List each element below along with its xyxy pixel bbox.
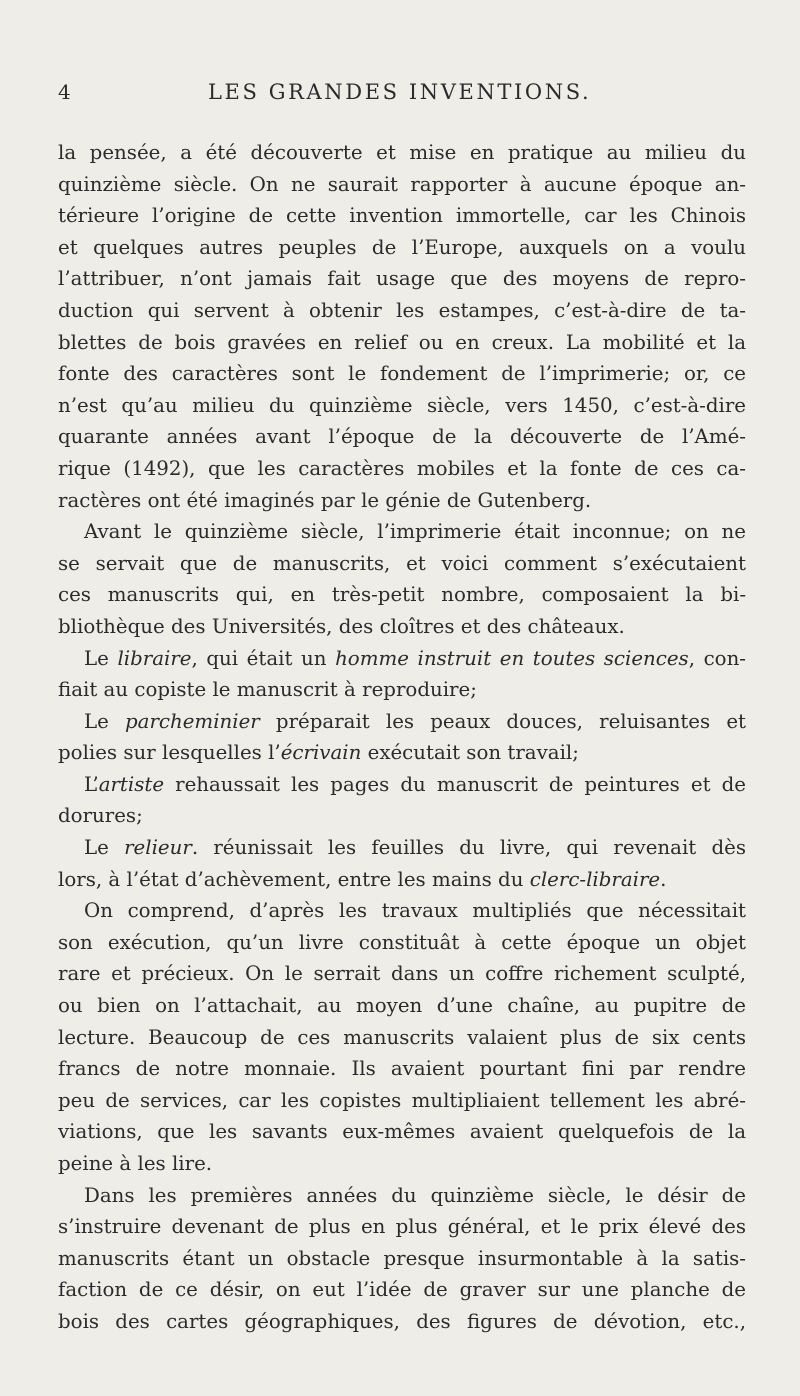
line-segment: se servait que de manuscrits, et voici comment s’exécutaient (58, 551, 746, 575)
line-segment: ou bien on l’attachait, au moyen d’une chaîne, au pupitre de (58, 994, 746, 1018)
text-line (58, 1306, 746, 1338)
line-segment: francs de notre monnaie. Ils avaient pourtant fini par rendre (58, 1057, 746, 1081)
text-line (58, 137, 746, 169)
text-line (58, 548, 746, 580)
line-segment: Dans les premières années du quinzième siècle, le désir de (84, 1183, 746, 1207)
line-segment: lecture. Beaucoup de ces manuscrits valaient plus de six cents (58, 1025, 746, 1049)
running-title: LES GRANDES INVENTIONS. (208, 80, 592, 104)
text-line (58, 1053, 746, 1085)
line-segment: préparait les peaux douces, reluisantes et (259, 709, 746, 733)
line-segment: . (660, 867, 667, 891)
line-segment: fonte des caractères sont le fondement de l’imprimerie; or, ce (58, 362, 746, 386)
text-line (58, 263, 746, 295)
text-line (58, 832, 746, 864)
line-segment: quinzième siècle. On ne saurait rapporter à aucune époque an- (58, 172, 746, 196)
line-segment: manuscrits étant un obstacle presque insurmontable à la satis- (58, 1246, 746, 1270)
text-line (58, 1180, 746, 1212)
text-line (58, 579, 746, 611)
text-line (58, 421, 746, 453)
line-segment: , con- (688, 646, 746, 670)
italic-term: artiste (98, 772, 165, 796)
text-line (58, 358, 746, 390)
text-line (58, 643, 746, 675)
text-line (58, 1148, 746, 1180)
text-line (58, 611, 746, 643)
line-segment: s’instruire devenant de plus en plus général, et le prix élevé des (58, 1215, 746, 1239)
text-line (58, 1116, 746, 1148)
line-segment: Le (84, 646, 118, 670)
line-segment: rehaussait les pages du manuscrit de peintures et de (164, 772, 746, 796)
body-text (58, 137, 746, 1338)
text-line (58, 516, 746, 548)
text-line (58, 927, 746, 959)
line-segment: la pensée, a été découverte et mise en pratique au milieu du (58, 141, 746, 164)
line-segment: n’est qu’au milieu du quinzième siècle, vers 1450, c’est-à-dire (58, 393, 746, 417)
line-segment: , qui était un (191, 646, 336, 670)
line-segment: viations, que les savants eux-mêmes avaient quelquefois de la (58, 1120, 746, 1144)
text-line (58, 895, 746, 927)
line-segment: quarante années avant l’époque de la découverte de l’Amé- (58, 425, 746, 449)
line-segment: Le (84, 836, 125, 860)
line-segment: son exécution, qu’un livre constituât à cette époque un objet (58, 930, 746, 954)
page-header (58, 80, 748, 112)
line-segment: ces manuscrits qui, en très-petit nombre, composaient la bi- (58, 583, 746, 607)
text-line (58, 453, 746, 485)
italic-term: clerc-libraire (529, 867, 661, 891)
text-line (58, 1211, 746, 1243)
text-line (58, 1022, 746, 1054)
line-segment: fiait au copiste le manuscrit à reproduire; (58, 678, 477, 702)
italic-term: écrivain (280, 741, 362, 765)
line-segment: duction qui servent à obtenir les estampes, c’est-à-dire de ta- (58, 298, 746, 322)
line-segment: lors, à l’état d’achèvement, entre les mains du (58, 867, 530, 891)
text-line (58, 990, 746, 1022)
line-segment: dorures; (58, 804, 143, 828)
line-segment: ractères ont été imaginés par le génie de Gutenberg. (58, 488, 592, 512)
line-segment: On comprend, d’après les travaux multipliés que nécessitait (84, 899, 746, 923)
line-segment: Le (84, 709, 125, 733)
line-segment: l’attribuer, n’ont jamais fait usage que des moyens de repro- (58, 267, 746, 291)
text-line (58, 958, 746, 990)
line-segment: peine à les lire. (58, 1152, 213, 1175)
italic-term: relieur (124, 836, 192, 860)
text-line (58, 295, 746, 327)
italic-term: parcheminier (125, 709, 260, 733)
text-line (58, 769, 746, 801)
line-segment: bliothèque des Universités, des cloîtres et des châteaux. (58, 614, 625, 638)
line-segment: Avant le quinzième siècle, l’imprimerie était inconnue; on ne (84, 520, 746, 544)
italic-term: homme instruit en toutes sciences (335, 646, 689, 670)
line-segment: blettes de bois gravées en relief ou en creux. La mobilité et la (58, 330, 746, 354)
italic-term: libraire (117, 646, 192, 670)
line-segment: rare et précieux. On le serrait dans un coffre richement sculpté, (58, 962, 746, 986)
text-line (58, 200, 746, 232)
text-line (58, 1243, 746, 1275)
text-line (58, 864, 746, 896)
line-segment: polies sur lesquelles l’ (58, 741, 281, 765)
text-line (58, 169, 746, 201)
text-line (58, 674, 746, 706)
text-line (58, 232, 746, 264)
line-segment: L’ (84, 772, 99, 796)
line-segment: exécutait son travail; (361, 741, 579, 765)
line-segment: . réunissait les feuilles du livre, qui revenait dès (191, 836, 746, 860)
text-line (58, 327, 746, 359)
line-segment: faction de ce désir, on eut l’idée de graver sur une planche de (58, 1278, 746, 1302)
line-segment: peu de services, car les copistes multipliaient tellement les abré- (58, 1088, 746, 1112)
text-line (58, 800, 746, 832)
line-segment: bois des cartes géographiques, des figures de dévotion, etc., (58, 1309, 746, 1333)
text-line (58, 706, 746, 738)
text-line (58, 485, 746, 517)
text-line (58, 390, 746, 422)
line-segment: rique (1492), que les caractères mobiles et la fonte de ces ca- (58, 456, 746, 480)
page-number: 4 (58, 80, 72, 104)
text-line (58, 1274, 746, 1306)
text-line (58, 737, 746, 769)
text-line (58, 1085, 746, 1117)
line-segment: et quelques autres peuples de l’Europe, auxquels on a voulu (58, 235, 746, 259)
line-segment: térieure l’origine de cette invention immortelle, car les Chinois (58, 204, 746, 228)
